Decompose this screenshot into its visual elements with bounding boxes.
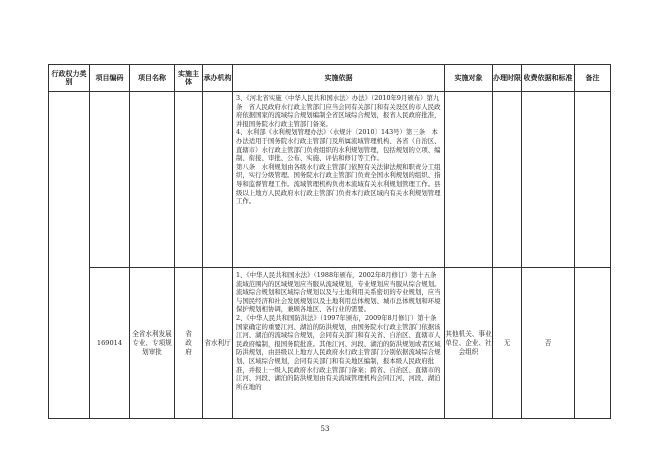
header-name: 项目名称 [130,65,175,92]
header-agency: 承办机构 [203,65,233,92]
fee-cell: 否 [522,268,575,419]
authority-table [48,64,611,419]
header-time: 办理时限 [493,65,522,92]
name-cell [130,92,175,268]
item-name: 全省水利发展专业、专项规划审批 [132,329,172,356]
basis-paragraph: 4、水利部《水利规划管理办法》（水规计〔2010〕143号）第三条 本办法适用于国务院水行政主管部门及所属流域管理机构、各省（自治区、直辖市）水行政主管部门负责组织的水利规划管理，包括规划的立项、编制、衔接、审批、公布、实施、评估和修订等工作。 [236,128,441,163]
table-row [49,92,611,268]
basis-paragraph: 3、《河北省实施〈中华人民共和国水法〉办法》（2010年9月颁布）第九条 省人民政府水行政主管部门应当会同有关部门和有关设区的市人民政府依据国家的流域综合规划编制全省区域综合规划，报省人民政府批准，并报国务院水行政主管部门备案。 [236,94,441,128]
basis-paragraph: 1、《中华人民共和国水法》（1988年颁布，2002年8月修订）第十五条 流域范围内的区域规划应当服从流域规划，专业规划应当服从综合规划。流域综合规划和区域综合规划以及与土地利用关系密切的专业规划，应当与国民经济和社会发展规划以及土地利用总体规划、城市总体规划和环境保护规划相协调，兼顾各地区、各行业的需要。 [236,271,443,314]
subject-text: 省政府 [185,329,192,356]
subject-cell [175,92,203,268]
header-target: 实施对象 [445,65,493,92]
basis-paragraph: 第八条 水利规划由各级水行政主管部门依照有关法律法规和职责分工组织，实行分级管理。国务院水行政主管部门负责全国水利规划的组织、指导和监督管理工作。流域管理机构负责本流域有关水利规划管理工作。县级以上地方人民政府水行政主管部门负责本行政区域内有关水利规划管理工作。 [236,162,441,206]
agency-text: 省水利厅 [204,338,231,347]
agency-cell [203,92,233,268]
time-cell [493,92,522,268]
code-cell [90,92,130,268]
basis-cell [233,92,445,268]
fee-cell [522,92,575,268]
remark-cell [575,268,611,419]
header-row [49,65,611,92]
page-number: 53 [320,425,330,433]
category-cell [49,92,90,419]
table-row [49,268,611,419]
header-fee: 收费依据和标准 [522,65,575,92]
target-cell: 其他机关、事业单位、企业、社会组织 [445,268,493,419]
header-basis: 实施依据 [233,65,445,92]
agency-cell [203,268,233,419]
remark-cell [575,92,611,268]
subject-cell [175,268,203,419]
time-cell: 无 [493,268,522,419]
code-cell: 169014 [90,268,130,419]
target-cell [445,92,493,268]
header-subject: 实施主体 [175,65,203,92]
basis-cell [233,268,445,419]
header-code: 项目编码 [90,65,130,92]
header-category: 行政权力类别 [49,65,90,92]
name-cell [130,268,175,419]
basis-paragraph: 2、《中华人民共和国防洪法》（1997年颁布，2009年8月修订）第十条 国家确定的重要江河、湖泊的防洪规划，由国务院水行政主管部门依据该江河、湖泊的流域综合规划，会同有关部门和有关省、自治区、直辖市人民政府编制，报国务院批准。其他江河、河段、湖泊的防洪规划或者区域防洪规划，由县级以上地方人民政府水行政主管部门分别依据流域综合规划、区域综合规划，会同有关部门和有关地区编制，报本级人民政府批准，并报上一级人民政府水行政主管部门备案；跨省、自治区、直辖市的江河、河段、湖泊的防洪规划由有关流域管理机构会同江河、河段、湖泊所在地的 [236,313,443,391]
header-remark: 备注 [575,65,611,92]
